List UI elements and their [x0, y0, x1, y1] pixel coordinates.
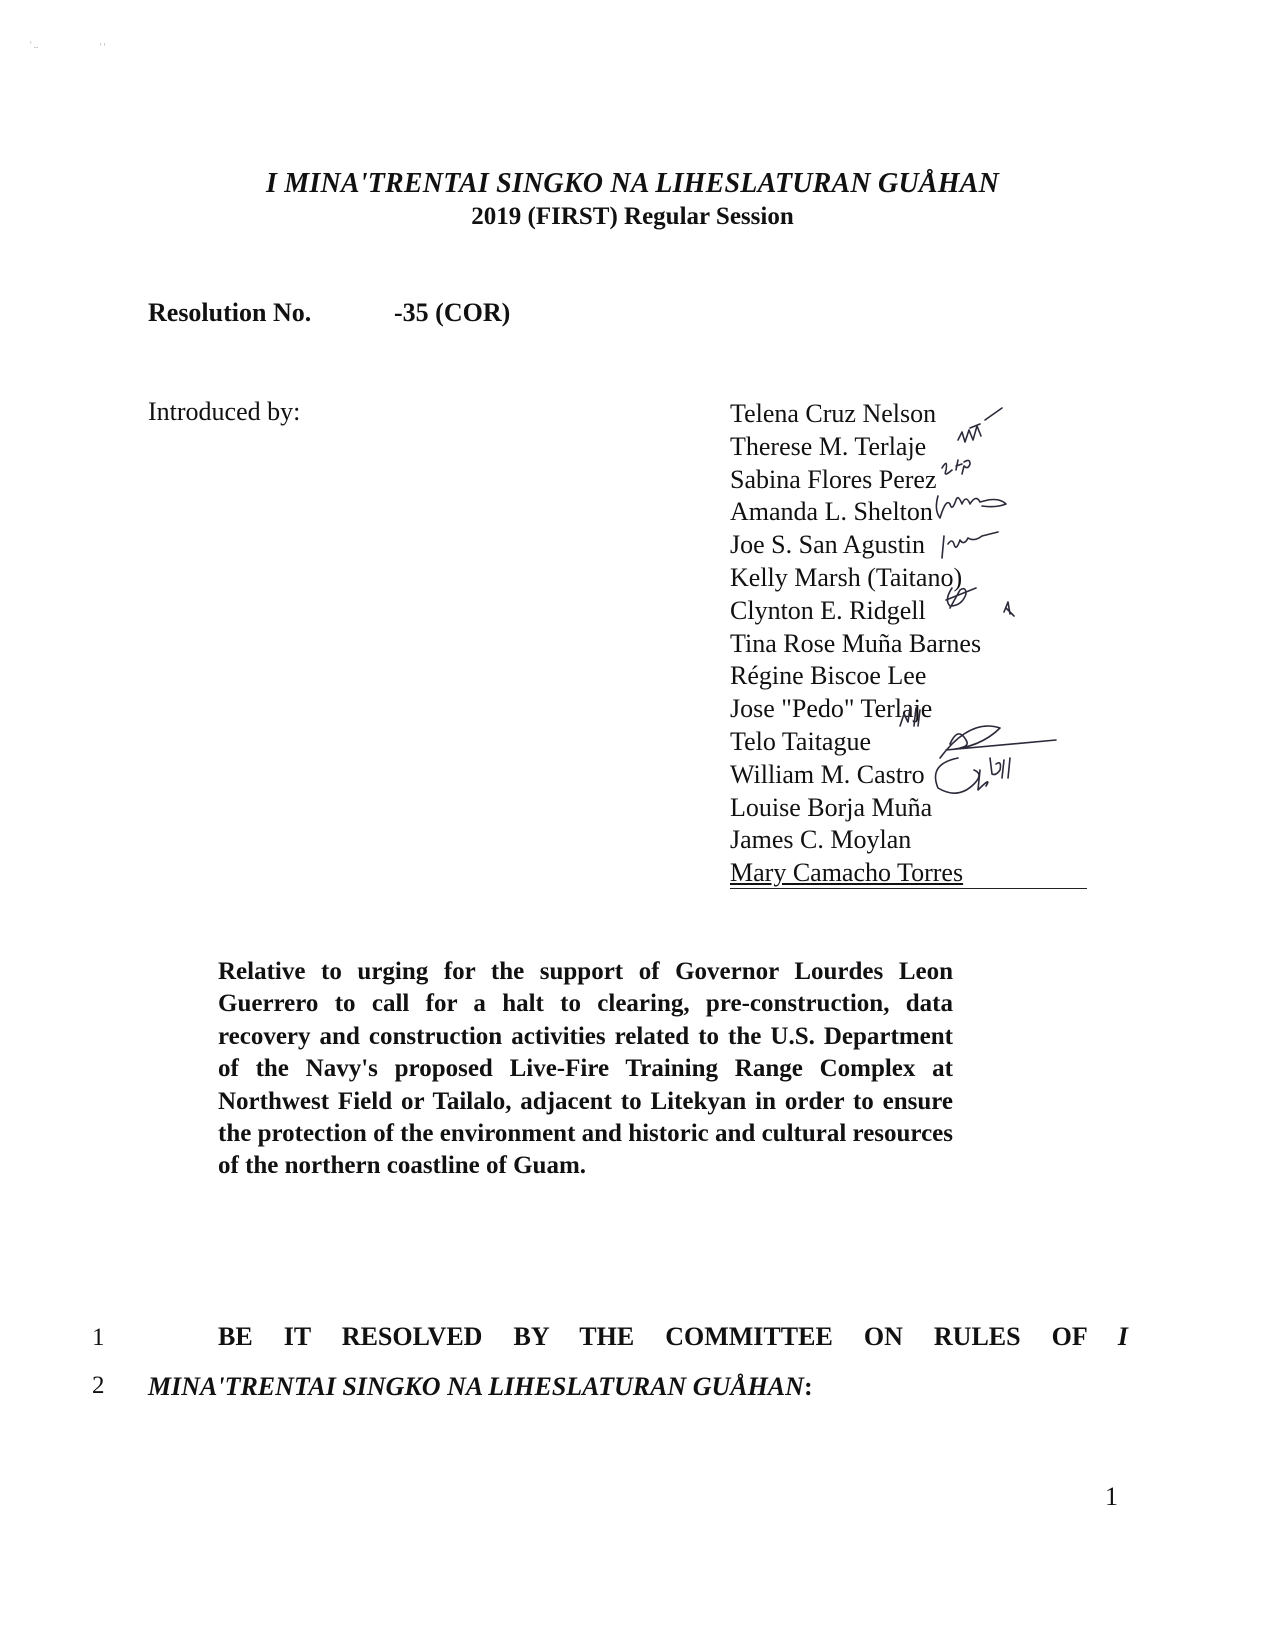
resolution-clause-italic: I — [1117, 1322, 1128, 1351]
sponsor-name: Régine Biscoe Lee — [730, 661, 927, 691]
signature-stroke — [942, 460, 970, 474]
sponsor-name: Kelly Marsh (Taitano) — [730, 562, 963, 592]
sponsor-name: Telo Taitague — [730, 726, 871, 756]
line-number: 1 — [92, 1324, 105, 1351]
legislature-name-italic: MINA'TRENTAI SINGKO NA LIHESLATURAN GUÅHAN — [148, 1372, 804, 1401]
sponsor-name: Telena Cruz Nelson — [730, 399, 937, 428]
signature-stroke — [936, 496, 1006, 518]
sponsor-name: James C. Moylan — [730, 825, 912, 855]
line-number: 2 — [92, 1372, 105, 1399]
sponsor-name: Mary Camacho Torres — [730, 858, 964, 888]
resolution-summary: Relative to urging for the support of Governor Lourdes Leon Guerrero to call for a halt to clearing, pre-construction, data recovery and construction activities related to the U.S. Department of the Navy's proposed Live-Fire Training Range Complex at Northwest Field or Tailalo, adjacent to Litekyan in order to ensure the protection of the environment and historic and cultural resources of the northern coastline of Guam. — [218, 958, 953, 1180]
sponsor-name: Therese M. Terlaje — [730, 431, 927, 461]
sponsor-name: Louise Borja Muña — [730, 792, 933, 822]
sponsor-name: Jose "Pedo" Terlaje — [730, 694, 933, 724]
signature-stroke — [1004, 602, 1014, 616]
sponsor-name: Tina Rose Muña Barnes — [730, 628, 982, 658]
signature-stroke — [936, 758, 1011, 793]
signature-stroke — [985, 408, 1002, 420]
signature-stroke — [946, 588, 976, 608]
resolution-clause-text: BE IT RESOLVED BY THE COMMITTEE ON RULES OF — [218, 1322, 1087, 1351]
handwritten-signatures — [940, 398, 1140, 898]
signature-stroke — [958, 424, 981, 442]
clause-colon: : — [803, 1372, 813, 1401]
sponsor-name: Joe S. San Agustin — [730, 530, 926, 560]
sponsor-name: William M. Castro — [730, 759, 925, 789]
session-title: 2019 (FIRST) Regular Session — [471, 203, 794, 230]
introduced-by-label: Introduced by: — [148, 397, 301, 426]
resolution-label: Resolution No. — [148, 298, 312, 327]
signature-stroke — [942, 532, 998, 558]
resolution-number: -35 (COR) — [394, 298, 511, 327]
signature-stroke — [940, 726, 1056, 758]
sponsor-name: Amanda L. Shelton — [730, 497, 933, 527]
legislature-title: I MINA'TRENTAI SINGKO NA LIHESLATURAN GUÅHAN — [265, 168, 1000, 199]
scan-mark: ' .. — [30, 40, 39, 50]
sponsor-name: Sabina Flores Perez — [730, 464, 937, 494]
resolution-clause-line2 — [148, 1372, 813, 1402]
scan-mark: ' ' — [100, 42, 106, 52]
page-number: 1 — [1105, 1482, 1118, 1511]
resolution-clause-line — [218, 1322, 1128, 1352]
sponsor-name: Clynton E. Ridgell — [730, 595, 926, 625]
